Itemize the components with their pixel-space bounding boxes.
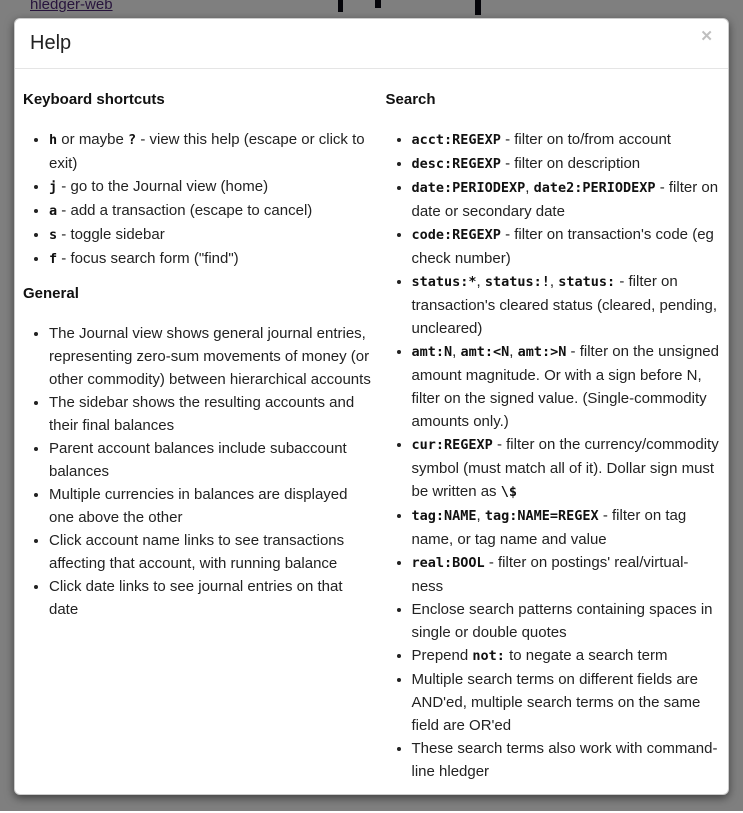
code-token: date2:PERIODEXP: [533, 180, 656, 196]
code-token: cur:REGEXP: [411, 437, 493, 453]
code-token: f: [49, 251, 58, 267]
text-segment: Enclose search patterns containing spaces in single or double quotes: [411, 601, 713, 641]
help-list-item: [412, 737, 721, 783]
help-list-item: [412, 152, 721, 176]
help-list-item: [412, 223, 721, 270]
text-segment: - filter on the unsigned amount magnitude. Or with a sign before N, filter on the signed value. (Single-commodity amounts only.): [411, 343, 719, 430]
help-list-item: [49, 247, 372, 271]
text-segment: Multiple search terms on different fields are AND'ed, multiple search terms on the same field are OR'ed: [411, 671, 701, 734]
help-list-item: [412, 270, 721, 340]
help-list-item: [412, 551, 721, 598]
text-segment: - filter on transaction's code (eg check number): [411, 226, 714, 267]
text-segment: - go to the Journal view (home): [57, 178, 269, 195]
modal-title: Help: [30, 32, 72, 54]
text-segment: - filter on tag name, or tag name and value: [411, 507, 687, 548]
code-token: j: [49, 179, 58, 195]
text-segment: Multiple currencies in balances are displayed one above the other: [49, 486, 348, 526]
text-segment: Prepend: [411, 647, 473, 664]
keyboard-shortcuts-list: [23, 128, 372, 271]
text-segment: Parent account balances include subaccount balances: [49, 440, 347, 480]
modal-header: [15, 19, 728, 69]
text-segment: - toggle sidebar: [57, 226, 165, 243]
text-segment: ,: [476, 507, 485, 524]
text-segment: - add a transaction (escape to cancel): [57, 202, 313, 219]
text-segment: ,: [476, 273, 485, 290]
help-list-item: [412, 433, 721, 504]
text-segment: ,: [452, 343, 461, 360]
code-token: amt:>N: [517, 344, 567, 360]
code-token: amt:<N: [460, 344, 510, 360]
help-list-item: [49, 223, 372, 247]
code-token: desc:REGEXP: [411, 156, 501, 172]
section-heading-search: Search: [385, 91, 436, 108]
text-segment: to negate a search term: [504, 647, 668, 664]
code-token: status:!: [484, 274, 550, 290]
text-segment: ,: [549, 273, 559, 290]
help-list-item: [49, 128, 372, 175]
text-segment: ,: [525, 179, 534, 196]
code-token: ?: [128, 132, 137, 148]
help-list-item: [49, 575, 372, 621]
help-list-item: [49, 175, 372, 199]
code-token: s: [49, 227, 58, 243]
general-list: [23, 322, 372, 621]
code-token: date:PERIODEXP: [411, 180, 526, 196]
text-segment: The sidebar shows the resulting accounts and their final balances: [49, 394, 355, 434]
text-segment: - filter on description: [500, 155, 641, 172]
code-token: status:*: [411, 274, 477, 290]
help-list-item: [412, 340, 721, 433]
help-list-item: [49, 483, 372, 529]
code-token: not:: [472, 648, 505, 664]
code-token: \$: [500, 484, 517, 500]
search-list: [386, 128, 721, 783]
code-token: h: [49, 132, 58, 148]
code-token: code:REGEXP: [411, 227, 501, 243]
code-token: tag:NAME: [411, 508, 477, 524]
code-token: status:: [558, 274, 616, 290]
help-list-item: [49, 391, 372, 437]
help-list-item: [49, 199, 372, 223]
text-segment: These search terms also work with command-line hledger: [411, 740, 718, 780]
text-segment: - filter on to/from account: [500, 131, 671, 148]
help-list-item: [412, 598, 721, 644]
close-icon[interactable]: ✕: [700, 28, 713, 45]
text-segment: - focus search form ("find"): [57, 250, 239, 267]
help-list-item: [412, 128, 721, 152]
code-token: amt:N: [411, 344, 453, 360]
text-segment: Click date links to see journal entries on that date: [49, 578, 343, 618]
help-list-item: [412, 176, 721, 223]
help-list-item: [412, 644, 721, 668]
section-heading-keyboard-shortcuts: Keyboard shortcuts: [23, 91, 165, 108]
modal-body: [15, 69, 728, 813]
help-list-item: [412, 504, 721, 551]
text-segment: - filter on date or secondary date: [411, 179, 719, 220]
text-segment: - view this help (escape or click to exit): [49, 131, 365, 172]
text-segment: - filter on the currency/commodity symbol (must match all of it). Dollar sign must be written as: [411, 436, 719, 500]
help-column-right: [372, 77, 721, 793]
text-segment: - filter on postings' real/virtual-ness: [411, 554, 689, 595]
help-modal: [14, 18, 729, 795]
text-segment: ,: [509, 343, 518, 360]
text-segment: - filter on transaction's cleared status (cleared, pending, uncleared): [411, 273, 718, 337]
help-list-item: [49, 437, 372, 483]
help-column-left: [23, 77, 372, 793]
section-heading-general: General: [23, 285, 79, 302]
help-list-item: [412, 668, 721, 737]
code-token: acct:REGEXP: [411, 132, 501, 148]
text-segment: or maybe: [57, 131, 129, 148]
code-token: real:BOOL: [411, 555, 485, 571]
code-token: tag:NAME=REGEX: [484, 508, 599, 524]
text-segment: The Journal view shows general journal entries, representing zero-sum movements of money (or other commodity) between hierarchical accounts: [49, 325, 371, 388]
text-segment: Click account name links to see transactions affecting that account, with running balance: [49, 532, 345, 572]
code-token: a: [49, 203, 58, 219]
help-list-item: [49, 322, 372, 391]
help-list-item: [49, 529, 372, 575]
